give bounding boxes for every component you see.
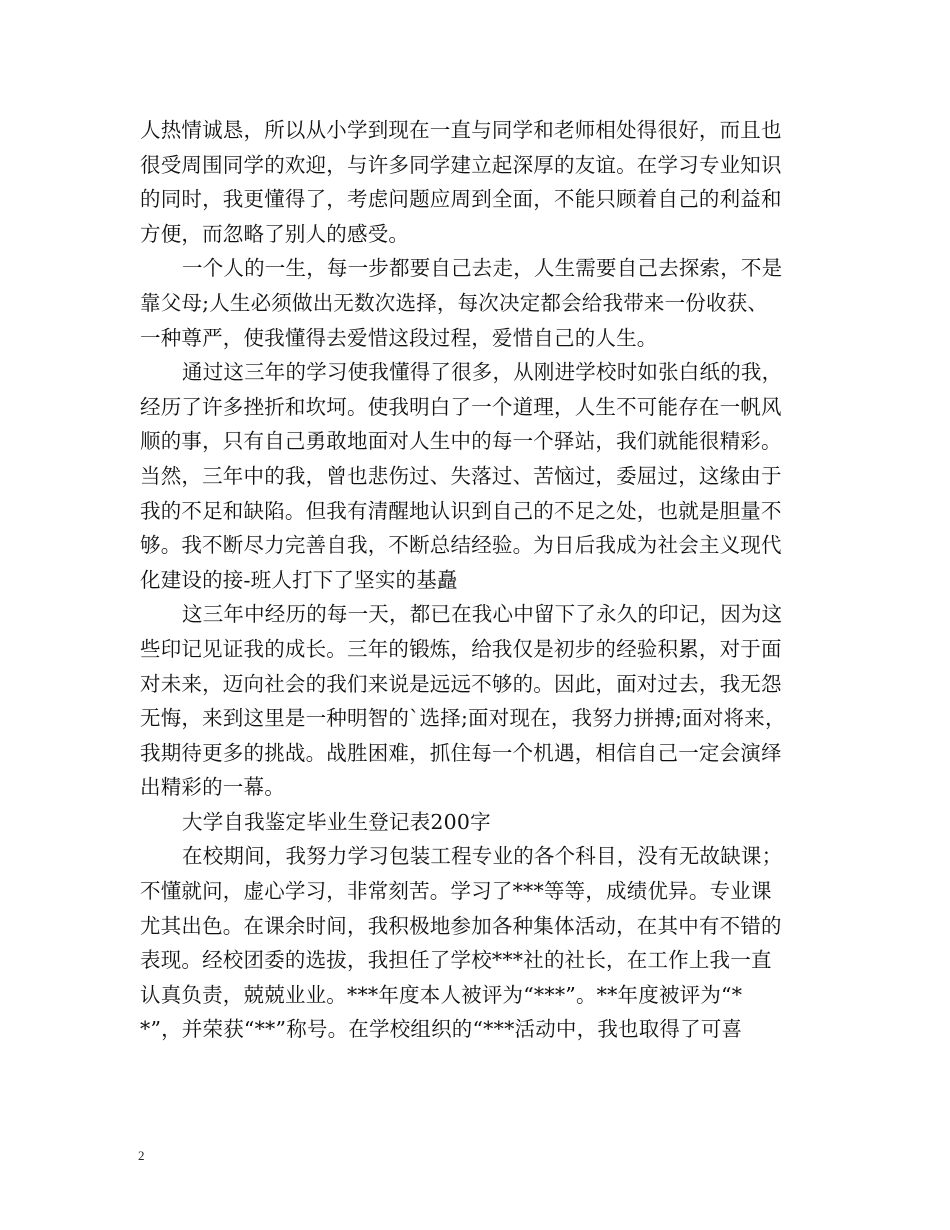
text-line: 的同时，我更懂得了，考虑问题应周到全面，不能只顾着自己的利益和 <box>140 187 782 212</box>
text-line: 顺的事，只有自己勇敢地面对人生中的每一个驿站，我们就能很精彩。 <box>140 429 782 454</box>
text-line: 表现。经校团委的选拔，我担任了学校***社的社长，在工作上我一直 <box>140 948 772 973</box>
text-line: 对未来，迈向社会的我们来说是远远不够的。因此，面对过去，我无怨 <box>140 671 782 696</box>
text-line: 通过这三年的学习使我懂得了很多，从刚进学校时如张白纸的我， <box>182 360 783 385</box>
section-heading: 大学自我鉴定毕业生登记表200字 <box>182 809 491 834</box>
text-line: *”，并荣获“**”称号。在学校组织的“***活动中，我也取得了可喜 <box>140 1017 743 1042</box>
body-text <box>140 113 820 1047</box>
text-line: 我期待更多的挑战。战胜困难，抓住每一个机遇，相信自己一定会演绎 <box>140 740 782 765</box>
text-line: 在校期间，我努力学习包装工程专业的各个科目，没有无故缺课； <box>182 844 783 869</box>
text-line: 经历了许多挫折和坎坷。使我明白了一个道理，人生不可能存在一帆风 <box>140 394 782 419</box>
text-line: 一种尊严，使我懂得去爱惜这段过程，爱惜自己的人生。 <box>140 325 658 350</box>
text-line: 化建设的接-班人打下了坚实的基矗 <box>140 567 458 592</box>
text-line: 人热情诚恳，所以从小学到现在一直与同学和老师相处得很好，而且也 <box>140 118 782 142</box>
text-line: 很受周围同学的欢迎，与许多同学建立起深厚的友谊。在学习专业知识 <box>140 152 782 177</box>
text-line: 够。我不断尽力完善自我，不断总结经验。为日后我成为社会主义现代 <box>140 533 782 558</box>
text-line: 这三年中经历的每一天，都已在我心中留下了永久的印记，因为这 <box>182 602 783 627</box>
text-line: 出精彩的一幕。 <box>140 775 285 800</box>
page-number: 2 <box>138 1148 145 1163</box>
text-line: 当然，三年中的我，曾也悲伤过、失落过、苦恼过，委屈过，这缘由于 <box>140 463 782 488</box>
text-line: 尤其出色。在课余时间，我积极地参加各种集体活动，在其中有不错的 <box>140 913 782 938</box>
text-line: 认真负责，兢兢业业。***年度本人被评为“***”。**年度被评为“* <box>140 982 743 1007</box>
text-line: 一个人的一生，每一步都要自己去走，人生需要自己去探索，不是 <box>182 256 783 281</box>
text-line: 方便，而忽略了别人的感受。 <box>140 221 410 246</box>
text-line: 我的不足和缺陷。但我有清醒地认识到自己的不足之处，也就是胆量不 <box>140 498 782 523</box>
text-line: 些印记见证我的成长。三年的锻炼，给我仅是初步的经验积累，对于面 <box>140 636 782 661</box>
text-line: 不懂就问，虚心学习，非常刻苦。学习了***等等，成绩优异。专业课 <box>140 879 772 904</box>
text-line: 无悔，来到这里是一种明智的`选择;面对现在，我努力拼搏;面对将来， <box>140 706 786 731</box>
text-line: 靠父母;人生必须做出无数次选择，每次决定都会给我带来一份收获、 <box>140 290 769 315</box>
